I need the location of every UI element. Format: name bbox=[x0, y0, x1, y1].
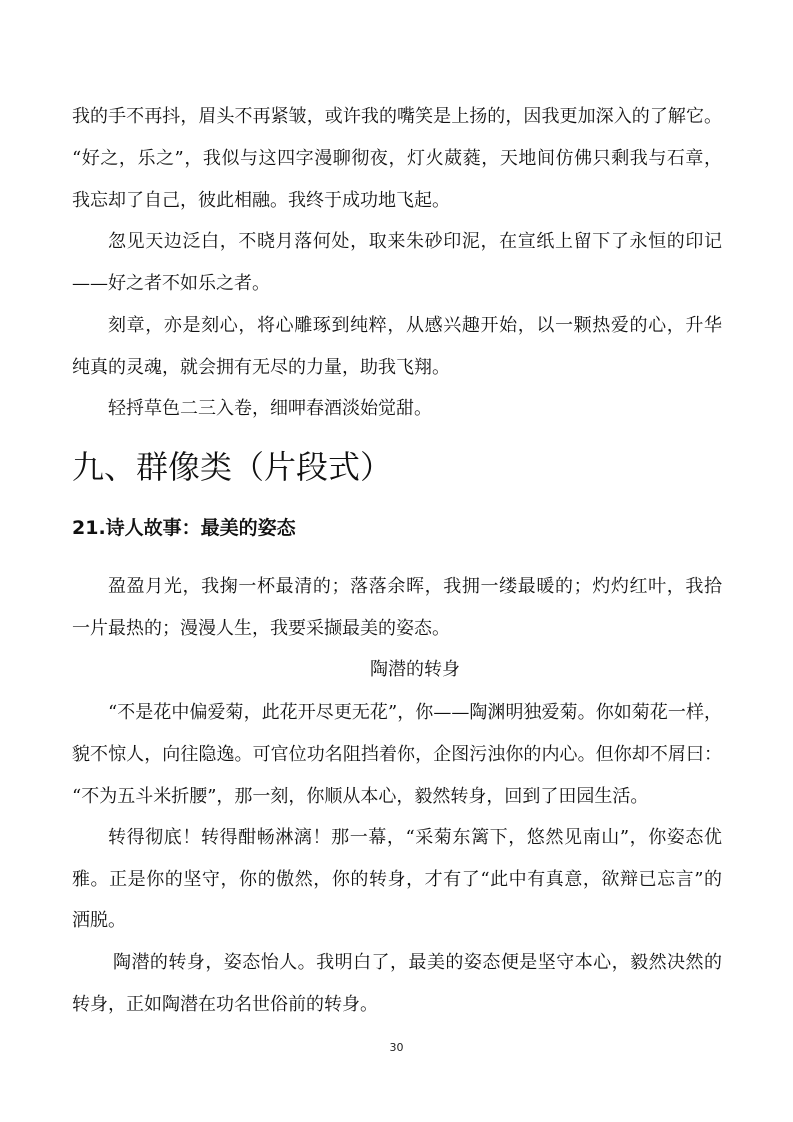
text-line: 忽见天边泛白，不晓月落何处，取来朱砂印泥，在宣纸上留下了永恒的印记 bbox=[108, 231, 722, 252]
text-line: 我忘却了自己，彼此相融。我终于成功地飞起。 bbox=[72, 190, 450, 211]
text-line: “不为五斗米折腰”，那一刻，你顺从本心，毅然转身，回到了田园生活。 bbox=[72, 786, 649, 807]
section-heading: 九、群像类（片段式） bbox=[72, 448, 393, 486]
text-line: “不是花中偏爱菊，此花开尽更无花”，你——陶渊明独爱菊。你如菊花一样， bbox=[108, 702, 722, 723]
text-line: 洒脱。 bbox=[72, 910, 126, 931]
text-line: 轻捋草色二三入卷，细呷春酒淡始觉甜。 bbox=[108, 398, 432, 419]
text-line: 转得彻底！转得酣畅淋漓！那一幕，“采菊东篱下，悠然见南山”，你姿态优 bbox=[108, 827, 722, 848]
text-line: 纯真的灵魂，就会拥有无尽的力量，助我飞翔。 bbox=[72, 357, 450, 378]
text-line: “好之，乐之”，我似与这四字漫聊彻夜，灯火葳蕤，天地间仿佛只剩我与石章， bbox=[72, 148, 722, 169]
text-line: 转身，正如陶潜在功名世俗前的转身。 bbox=[72, 994, 378, 1015]
text-line: 刻章，亦是刻心，将心雕琢到纯粹，从感兴趣开始，以一颗热爱的心，升华 bbox=[108, 315, 722, 336]
text-line: 雅。正是你的坚守，你的傲然，你的转身，才有了“此中有真意，欲辩已忘言”的 bbox=[72, 869, 722, 890]
text-line: 陶潜的转身，姿态怡人。我明白了，最美的姿态便是坚守本心，毅然决然的 bbox=[113, 952, 722, 973]
article-title: 21.诗人故事：最美的姿态 bbox=[72, 517, 296, 539]
text-line: ——好之者不如乐之者。 bbox=[72, 273, 270, 294]
story-title: 陶潜的转身 bbox=[370, 659, 460, 680]
page-number: 30 bbox=[389, 1041, 404, 1054]
text-line: 一片最热的；漫漫人生，我要采撷最美的姿态。 bbox=[72, 618, 450, 639]
text-line: 我的手不再抖，眉头不再紧皱，或许我的嘴笑是上扬的，因我更加深入的了解它。 bbox=[72, 106, 722, 127]
text-line: 盈盈月光，我掬一杯最清的；落落余晖，我拥一缕最暖的；灼灼红叶，我拾 bbox=[108, 576, 722, 597]
text-line: 貌不惊人，向往隐逸。可官位功名阻挡着你，企图污浊你的内心。但你却不屑曰： bbox=[72, 744, 722, 765]
